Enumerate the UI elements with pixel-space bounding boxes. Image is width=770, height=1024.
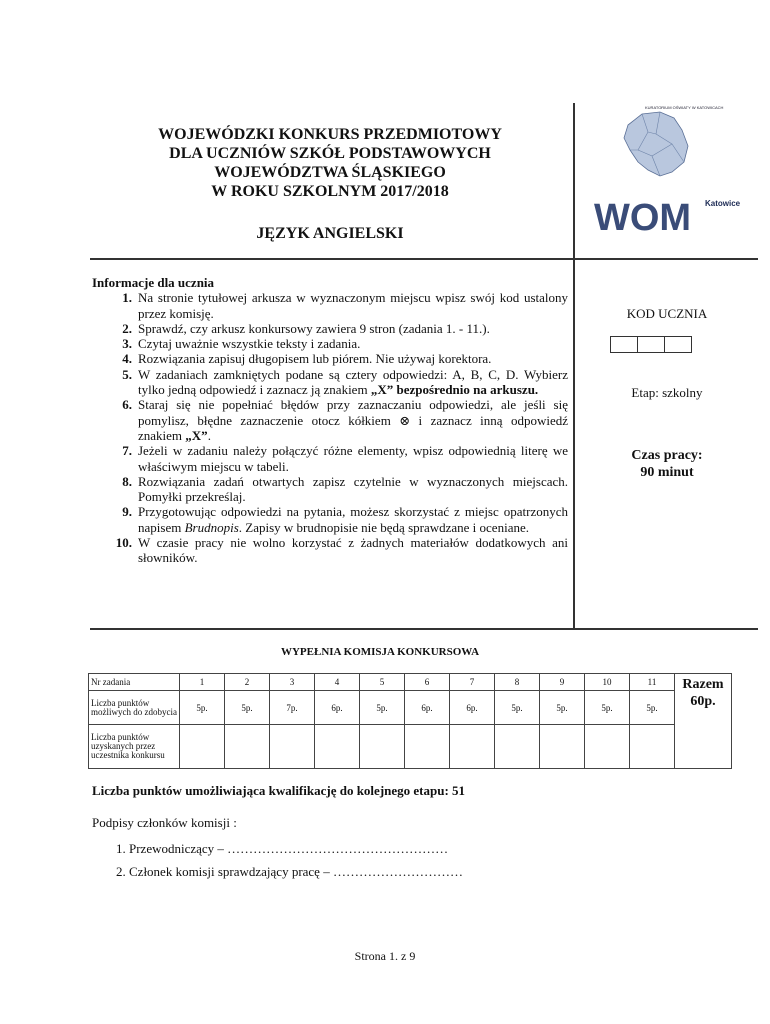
kod-box[interactable]	[664, 336, 692, 353]
instructions	[92, 275, 568, 566]
max-points: 5p.	[495, 691, 540, 725]
title-line-2: DLA UCZNIÓW SZKÓŁ PODSTAWOWYCH	[169, 145, 491, 162]
czas-value: 90 minut	[640, 465, 694, 480]
score-cell[interactable]	[315, 725, 360, 769]
razem-value: 60p.	[690, 694, 716, 709]
score-cell[interactable]	[270, 725, 315, 769]
max-points: 5p.	[180, 691, 225, 725]
max-points: 7p.	[270, 691, 315, 725]
score-cell[interactable]	[450, 725, 495, 769]
max-points: 6p.	[450, 691, 495, 725]
task-number: 5	[360, 674, 405, 691]
instruction-item: 4. Rozwiązania zapisuj długopisem lub piórem. Nie używaj korektora.	[122, 351, 492, 367]
instruction-item: 9. Przygotowując odpowiedzi na pytania, możesz skorzystać z miejsc opatrzonych napisem Brudnopis. Zapisy w brudnopisie nie będą sprawdzane i oceniane.	[122, 504, 568, 535]
score-cell[interactable]	[180, 725, 225, 769]
table-row	[89, 725, 732, 769]
points-table	[88, 673, 732, 769]
document-title	[90, 125, 570, 201]
score-cell[interactable]	[495, 725, 540, 769]
score-cell[interactable]	[225, 725, 270, 769]
signature-line-member: 2. Członek komisji sprawdzający pracę – …………………………	[116, 864, 463, 879]
logo-caption: KURATORIUM OŚWIATY W KATOWICACH	[645, 105, 724, 110]
instruction-item: 5. W zadaniach zamkniętych podane są cztery odpowiedzi: A, B, C, D. Wybierz tylko jedną odpowiedź i zaznacz ją znakiem „X” bezpośrednio na arkuszu.	[122, 366, 568, 398]
vertical-divider	[573, 103, 575, 630]
instructions-list	[92, 290, 568, 565]
row-label: Nr zadania	[89, 674, 180, 691]
kod-box[interactable]	[610, 336, 638, 353]
header-divider	[90, 258, 758, 260]
info-divider	[90, 628, 758, 630]
czas-label: Czas pracy:	[631, 448, 703, 463]
czas-pracy	[577, 447, 757, 481]
task-number: 11	[630, 674, 675, 691]
etap-label: Etap: szkolny	[631, 385, 703, 400]
score-cell[interactable]	[630, 725, 675, 769]
title-line-3: WOJEWÓDZTWA ŚLĄSKIEGO	[214, 164, 446, 181]
razem-label: Razem	[682, 677, 724, 692]
page-number: Strona 1. z 9	[354, 949, 416, 963]
max-points: 5p.	[540, 691, 585, 725]
razem-cell	[675, 674, 732, 769]
task-number: 3	[270, 674, 315, 691]
kod-ucznia-boxes[interactable]	[611, 336, 692, 353]
task-number: 2	[225, 674, 270, 691]
instructions-heading: Informacje dla ucznia	[92, 275, 215, 290]
kod-ucznia-label: KOD UCZNIA	[626, 306, 708, 321]
task-number: 7	[450, 674, 495, 691]
instruction-item: 8. Rozwiązania zadań otwartych zapisz czytelnie w wyznaczonych miejscach. Pomyłki przekreślaj.	[122, 473, 568, 505]
task-number: 10	[585, 674, 630, 691]
score-cell[interactable]	[360, 725, 405, 769]
instruction-item: 3. Czytaj uważnie wszystkie teksty i zadania.	[122, 336, 361, 352]
kwalifikacja-text: Liczba punktów umożliwiająca kwalifikację do kolejnego etapu: 51	[92, 783, 466, 798]
max-points: 5p.	[630, 691, 675, 725]
task-number: 8	[495, 674, 540, 691]
max-points: 5p.	[225, 691, 270, 725]
instruction-item: 10. W czasie pracy nie wolno korzystać z żadnych materiałów dodatkowych ani słowników.	[115, 535, 568, 566]
instruction-item: 7. Jeżeli w zadaniu należy połączyć różne elementy, wpisz odpowiednią literę we właściwym miejscu w tabeli.	[122, 443, 568, 474]
wom-logo	[590, 100, 750, 250]
komisja-heading: WYPEŁNIA KOMISJA KONKURSOWA	[280, 646, 480, 658]
logo-brand: WOM	[594, 197, 692, 239]
task-number: 6	[405, 674, 450, 691]
task-number: 1	[180, 674, 225, 691]
max-points: 6p.	[315, 691, 360, 725]
max-points: 5p.	[360, 691, 405, 725]
task-number: 9	[540, 674, 585, 691]
title-line-4: W ROKU SZKOLNYM 2017/2018	[211, 183, 449, 200]
logo-city: Katowice	[705, 199, 741, 208]
task-number: 4	[315, 674, 360, 691]
max-points: 5p.	[585, 691, 630, 725]
score-cell[interactable]	[585, 725, 630, 769]
max-points: 6p.	[405, 691, 450, 725]
signature-line-chair: 1. Przewodniczący – ……………………………………………	[116, 841, 449, 856]
score-cell[interactable]	[540, 725, 585, 769]
score-cell[interactable]	[405, 725, 450, 769]
podpisy-heading: Podpisy członków komisji :	[92, 815, 237, 830]
instruction-item: 2. Sprawdź, czy arkusz konkursowy zawiera 9 stron (zadania 1. - 11.).	[122, 320, 490, 336]
subject-title: JĘZYK ANGIELSKI	[256, 225, 404, 242]
row-label: Liczba punktów możliwych do zdobycia	[89, 691, 180, 725]
title-line-1: WOJEWÓDZKI KONKURS PRZEDMIOTOWY	[158, 126, 502, 143]
instruction-item: 1. Na stronie tytułowej arkusza w wyznaczonym miejscu wpisz swój kod ustalony przez komisję.	[122, 290, 568, 321]
instruction-item: 6. Staraj się nie popełniać błędów przy zaznaczaniu odpowiedzi, ale jeśli się pomylisz, błędne zaznaczenie otocz kółkiem ⊗ i zaznacz inną odpowiedź znakiem „X”.	[122, 397, 568, 443]
kod-box[interactable]	[637, 336, 665, 353]
row-label: Liczba punktów uzyskanych przez uczestnika konkursu	[89, 725, 180, 769]
table-row	[89, 674, 732, 691]
table-row	[89, 691, 732, 725]
